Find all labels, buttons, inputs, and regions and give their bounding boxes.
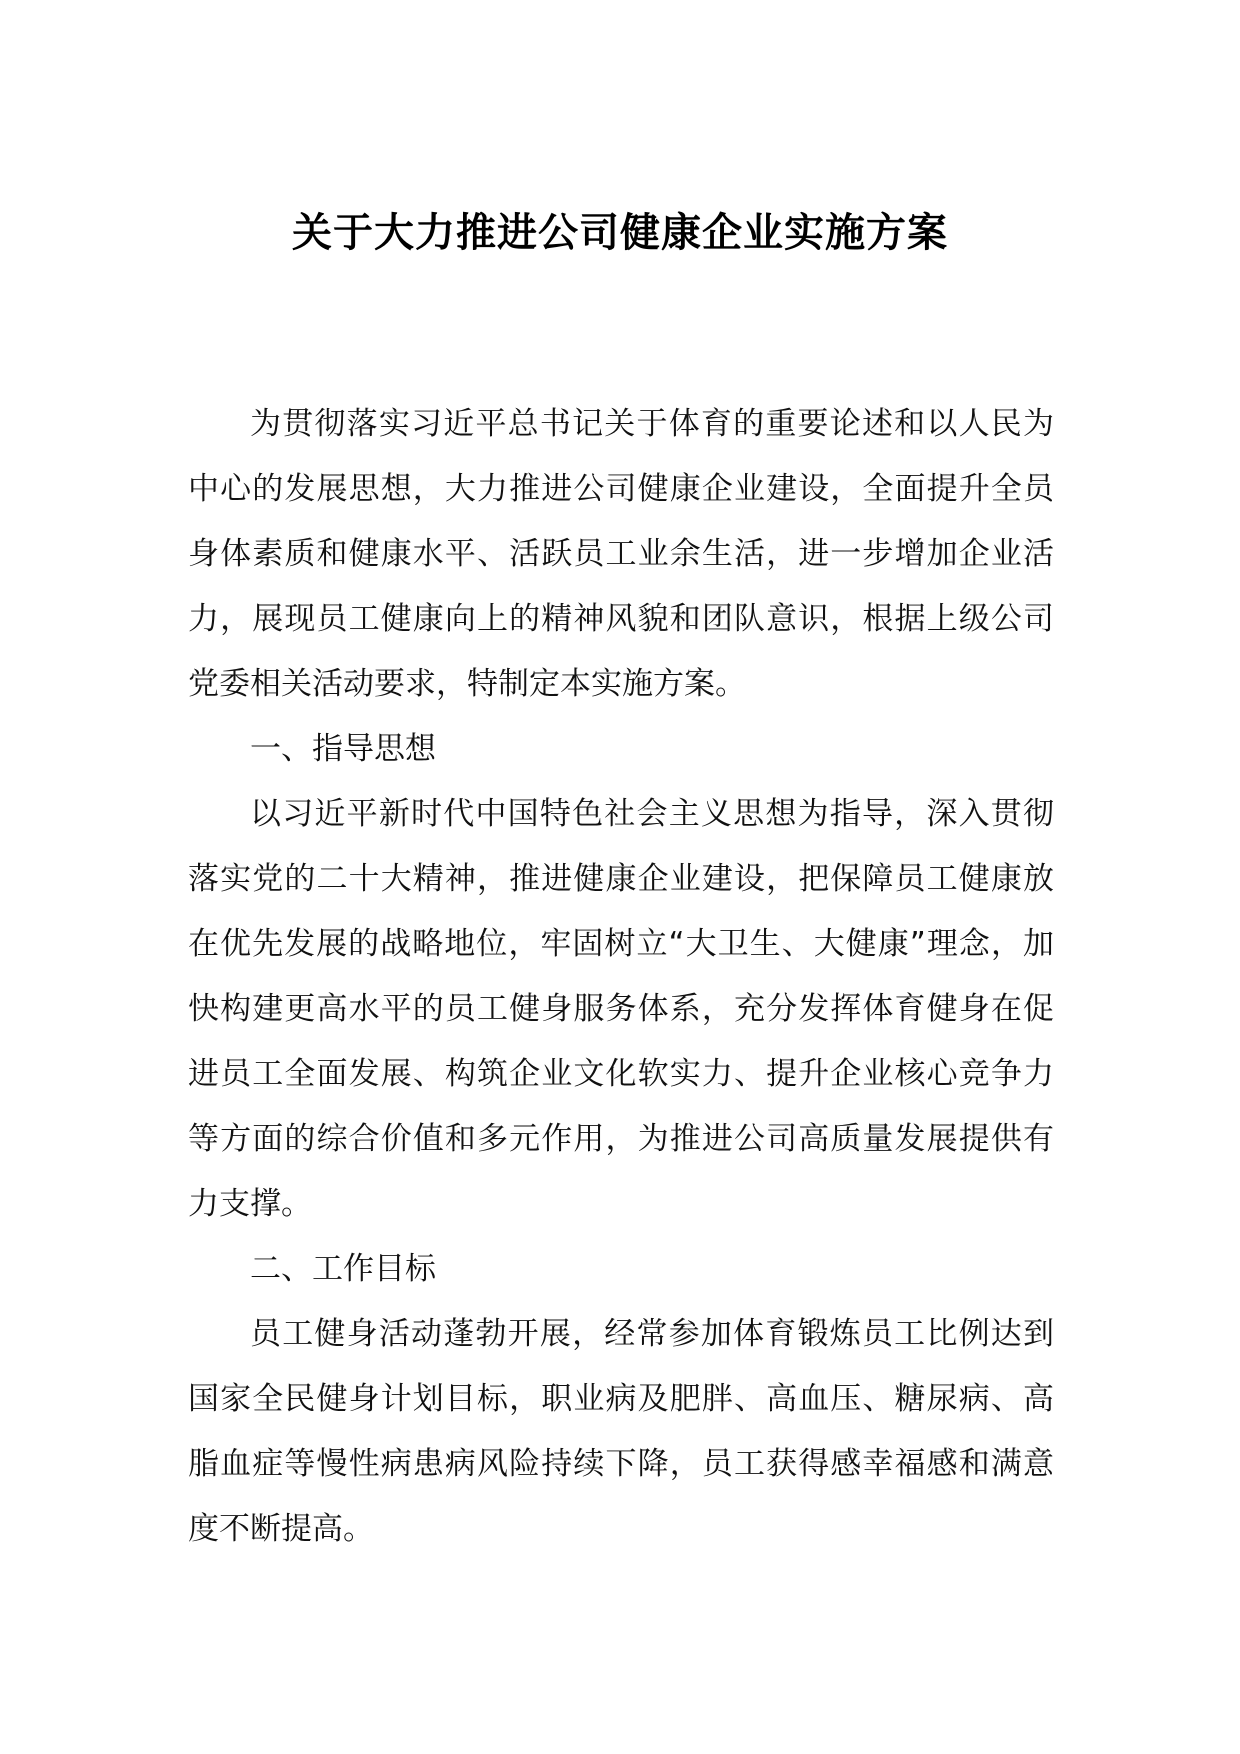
- document-body: [188, 392, 1054, 1562]
- section-paragraph-work-goals: 员工健身活动蓬勃开展，经常参加体育锻炼员工比例达到国家全民健身计划目标，职业病及肥胖、高血压、糖尿病、高脂血症等慢性病患病风险持续下降，员工获得感幸福感和满意度不断提高。: [188, 1316, 1054, 1547]
- document-title: 关于大力推进公司健康企业实施方案: [292, 210, 948, 256]
- section-paragraph-guiding-ideology: 以习近平新时代中国特色社会主义思想为指导，深入贯彻落实党的二十大精神，推进健康企业建设，把保障员工健康放在优先发展的战略地位，牢固树立“大卫生、大健康”理念，加快构建更高水平的员工健身服务体系，充分发挥体育健身在促进员工全面发展、构筑企业文化软实力、提升企业核心竞争力等方面的综合价值和多元作用，为推进公司高质量发展提供有力支撑。: [188, 796, 1054, 1222]
- intro-paragraph: 为贯彻落实习近平总书记关于体育的重要论述和以人民为中心的发展思想，大力推进公司健康企业建设，全面提升全员身体素质和健康水平、活跃员工业余生活，进一步增加企业活力，展现员工健康向上的精神风貌和团队意识，根据上级公司党委相关活动要求，特制定本实施方案。: [188, 406, 1054, 702]
- section-heading-guiding-ideology: 一、指导思想: [250, 731, 436, 767]
- section-heading-work-goals: 二、工作目标: [250, 1251, 436, 1287]
